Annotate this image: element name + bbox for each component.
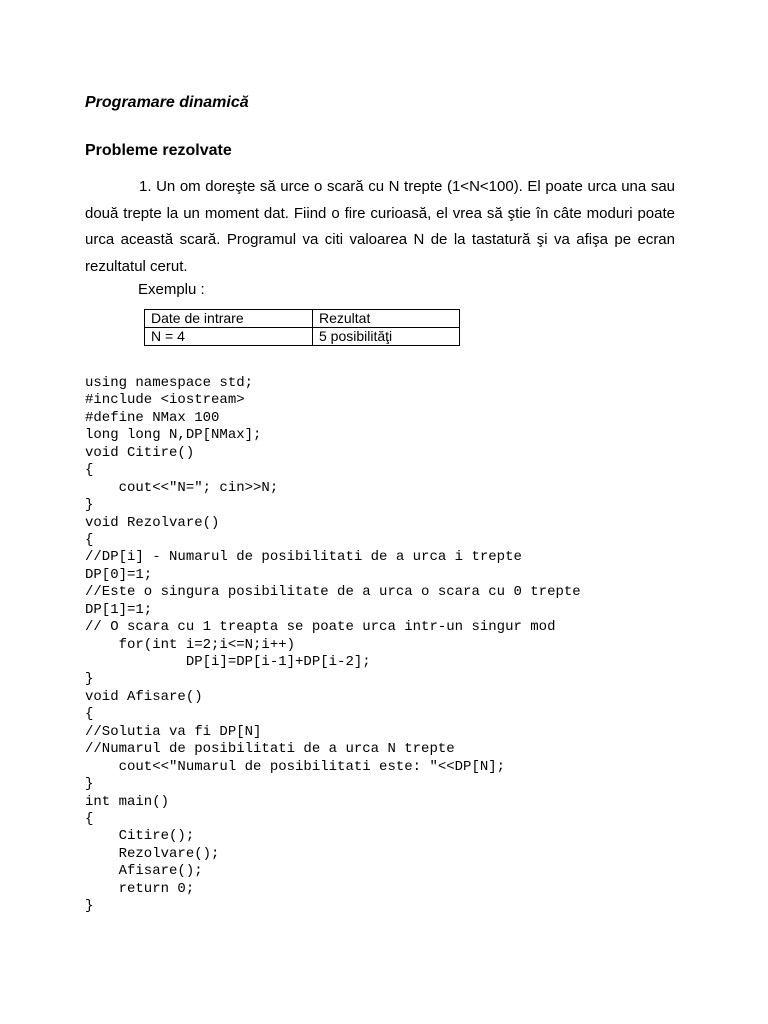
table-cell-result: 5 posibilităţi <box>313 328 460 346</box>
code-line: } <box>85 671 94 688</box>
code-line: //Solutia va fi DP[N] <box>85 723 262 740</box>
code-line: cout<<"Numarul de posibilitati este: "<<DP[N]; <box>85 758 506 775</box>
code-line: void Rezolvare() <box>85 514 220 531</box>
section-heading: Probleme rezolvate <box>85 142 232 159</box>
code-line: #define NMax 100 <box>85 409 220 426</box>
table-row <box>145 328 460 346</box>
code-line: cout<<"N="; cin>>N; <box>85 479 279 496</box>
code-line: } <box>85 776 94 793</box>
table-header-input: Date de intrare <box>145 310 313 328</box>
code-line: using namespace std; <box>85 375 254 391</box>
code-line: Rezolvare(); <box>85 845 220 862</box>
code-line: long long N,DP[NMax]; <box>85 427 262 444</box>
table-header-result: Rezultat <box>313 310 460 328</box>
table-header-row <box>145 310 460 328</box>
code-block <box>85 375 581 916</box>
code-line: //Numarul de posibilitati de a urca N trepte <box>85 741 455 758</box>
code-line: } <box>85 898 94 915</box>
code-line: for(int i=2;i<=N;i++) <box>85 636 296 653</box>
code-line: Citire(); <box>85 828 195 845</box>
code-line: //Este o singura posibilitate de a urca o scara cu 0 trepte <box>85 584 581 601</box>
code-line: //DP[i] - Numarul de posibilitati de a urca i trepte <box>85 549 522 566</box>
code-line: DP[0]=1; <box>85 566 153 583</box>
code-line: #include <iostream> <box>85 392 245 409</box>
code-line: DP[i]=DP[i-1]+DP[i-2]; <box>85 654 371 670</box>
code-line: { <box>85 706 94 723</box>
table-cell-input: N = 4 <box>145 328 313 346</box>
code-line: DP[1]=1; <box>85 601 153 618</box>
code-line: Afisare(); <box>85 863 203 880</box>
code-line: } <box>85 497 94 514</box>
example-label: Exemplu : <box>138 281 205 298</box>
page-title: Programare dinamică <box>85 94 249 111</box>
code-line: // O scara cu 1 treapta se poate urca intr-un singur mod <box>85 619 556 636</box>
problem-statement: 1. Un om doreşte să urce o scară cu N trepte (1<N<100). El poate urca una sau două trepte la un moment dat. Fiind o fire curioasă, el vrea să ştie în câte moduri poate urca această scară. Programul va citi valoarea N de la tastatură şi va afişa pe ecran rezultatul cerut. <box>85 178 675 275</box>
code-line: { <box>85 462 94 479</box>
code-line: { <box>85 531 94 548</box>
code-line: void Citire() <box>85 444 195 461</box>
code-line: void Afisare() <box>85 688 203 705</box>
code-line: return 0; <box>85 880 195 897</box>
code-line: int main() <box>85 793 170 810</box>
example-table <box>144 309 460 346</box>
code-line: { <box>85 810 94 827</box>
